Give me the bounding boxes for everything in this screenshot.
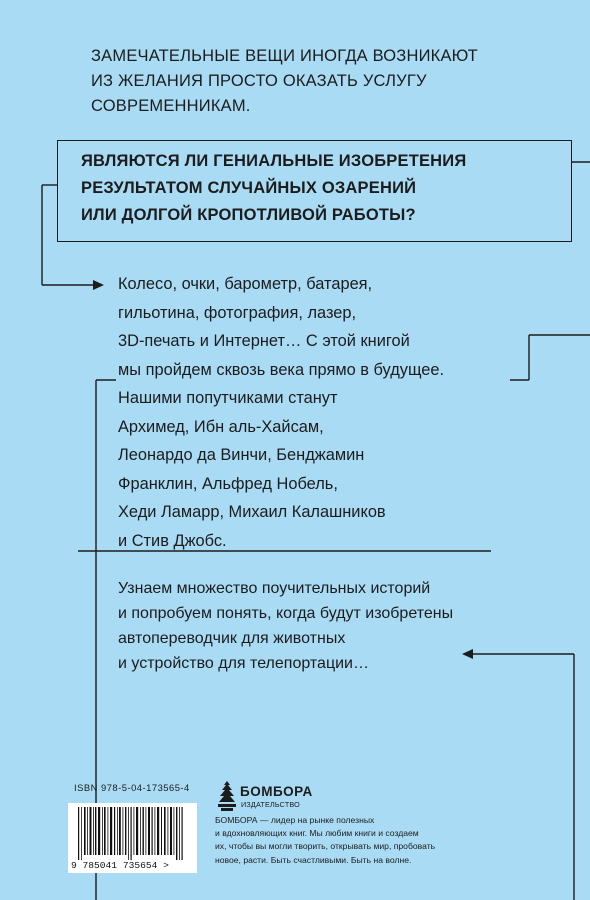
publisher-logo-sub: ИЗДАТЕЛЬСТВО <box>241 800 300 809</box>
publisher-logo-name: БОМБОРА <box>240 784 313 799</box>
intro-line: СОВРЕМЕННИКАМ. <box>91 97 251 115</box>
arrow-right-icon <box>93 280 104 290</box>
publisher-line: их, чтобы вы могли творить, открывать мир, пробовать <box>215 841 436 852</box>
intro-line: ЗАМЕЧАТЕЛЬНЫЕ ВЕЩИ ИНОГДА ВОЗНИКАЮТ <box>91 47 478 65</box>
main-line: Франклин, Альфред Нобель, <box>118 474 338 493</box>
publisher-description <box>215 814 455 867</box>
publisher-line: новое, расти. Быть счастливыми. Быть на волне. <box>215 854 412 865</box>
barcode-digits: 9 785041 735654 > <box>71 860 169 871</box>
isbn-label: ISBN 978-5-04-173565-4 <box>74 782 190 793</box>
publisher-line: и вдохновляющих книг. Мы любим книги и создаем <box>215 828 419 839</box>
main-line: Леонардо да Винчи, Бенджамин <box>118 446 365 464</box>
main-line: Архимед, Ибн аль-Хайсам, <box>118 417 324 436</box>
main-text <box>118 270 538 555</box>
intro-line: ИЗ ЖЕЛАНИЯ ПРОСТО ОКАЗАТЬ УСЛУГУ <box>91 72 427 90</box>
question-line: ИЛИ ДОЛГОЙ КРОПОТЛИВОЙ РАБОТЫ? <box>81 206 416 224</box>
bottom-line: Узнаем множество поучительных историй <box>118 580 431 597</box>
main-line: Нашими попутчиками станут <box>118 389 338 407</box>
bottom-line: и попробуем понять, когда будут изобретены <box>118 605 454 622</box>
bottom-line: автопереводчик для животных <box>118 630 346 647</box>
publisher-line: БОМБОРА — лидер на рынке полезных <box>215 815 375 825</box>
main-line: 3D-печать и Интернет… С этой книгой <box>118 332 410 350</box>
barcode-image <box>68 803 197 873</box>
question-line: РЕЗУЛЬТАТОМ СЛУЧАЙНЫХ ОЗАРЕНИЙ <box>81 179 417 197</box>
main-line: Колесо, очки, барометр, батарея, <box>118 275 373 293</box>
main-line: гильотина, фотография, лазер, <box>118 303 357 322</box>
main-line: и Стив Джобс. <box>118 531 227 550</box>
bottom-text <box>118 576 538 676</box>
main-line: мы пройдем сквозь века прямо в будущее. <box>118 360 445 379</box>
question-line: ЯВЛЯЮТСЯ ЛИ ГЕНИАЛЬНЫЕ ИЗОБРЕТЕНИЯ <box>81 152 467 170</box>
bombora-logo-icon <box>215 780 239 812</box>
bottom-line: и устройство для телепортации… <box>118 655 369 672</box>
main-line: Хеди Ламарр, Михаил Калашников <box>118 503 386 521</box>
